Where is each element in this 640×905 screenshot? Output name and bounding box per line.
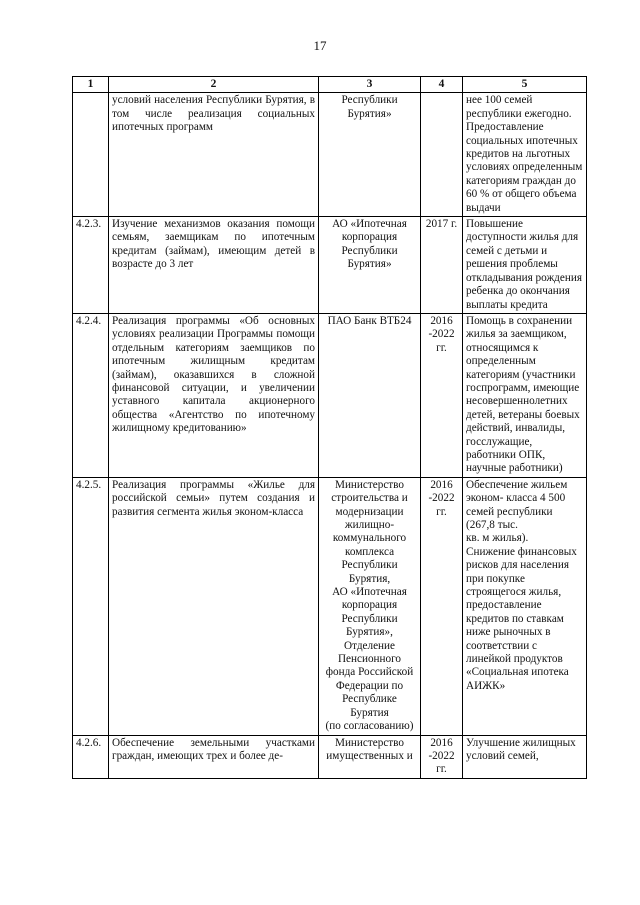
- row-number: 4.2.6.: [73, 735, 109, 778]
- row-description: Обеспечение земельными участками граждан, имеющих трех и более де-: [109, 735, 319, 778]
- header-col-1: 1: [73, 77, 109, 93]
- table-row: [73, 735, 587, 778]
- row-description: Реализация программы «Об основных условиях реализации Программы помощи отдельным категориям заемщиков по ипотечным жилищным кредитам (займам), оказавшихся в сложной финансовой ситуации, и увеличении уставного капитала акционерного общества «Агентство по ипотечному жилищному кредитованию»: [109, 313, 319, 477]
- table-row: [73, 93, 587, 217]
- header-col-5: 5: [463, 77, 587, 93]
- row-number: 4.2.3.: [73, 217, 109, 314]
- row-executor: Республики Бурятия»: [319, 93, 421, 217]
- row-executor: Министерство строительства и модернизации жилищно-коммунального комплекса Республики Бурятия, АО «Ипотечная корпорация Республики Бурятия», Отделение Пенсионного фонда Российской Федерации по Республике Бурятия (по согласованию): [319, 477, 421, 735]
- row-number: 4.2.5.: [73, 477, 109, 735]
- row-number: [73, 93, 109, 217]
- table-header-row: [73, 77, 587, 93]
- header-col-2: 2: [109, 77, 319, 93]
- header-col-4: 4: [421, 77, 463, 93]
- row-executor: ПАО Банк ВТБ24: [319, 313, 421, 477]
- row-result: нее 100 семей республики ежегодно. Предоставление социальных ипотечных кредитов на льготных условиях определенным категориям граждан до 60 % от общего объема выдачи: [463, 93, 587, 217]
- header-col-3: 3: [319, 77, 421, 93]
- row-result: Повышение доступности жилья для семей с детьми и решения проблемы откладывания рождения ребенка до окончания выплаты кредита: [463, 217, 587, 314]
- row-term: 2016 -2022 гг.: [421, 735, 463, 778]
- row-description: Реализация программы «Жилье для российской семьи» путем создания и развития сегмента жилья эконом-класса: [109, 477, 319, 735]
- row-executor: АО «Ипотечная корпорация Республики Бурятия»: [319, 217, 421, 314]
- row-description: Изучение механизмов оказания помощи семьям, заемщикам по ипотечным кредитам (займам), имеющим детей в возрасте до 3 лет: [109, 217, 319, 314]
- row-result: Помощь в сохранении жилья за заемщиком, относящимся к определенным категориям (участники госпрограмм, имеющие несовершеннолетних детей, ветераны боевых действий, инвалиды, госслужащие, работники ОПК, научные работники): [463, 313, 587, 477]
- row-executor: Министерство имущественных и: [319, 735, 421, 778]
- row-number: 4.2.4.: [73, 313, 109, 477]
- page-number: 17: [313, 38, 327, 53]
- row-term: 2016 -2022 гг.: [421, 477, 463, 735]
- row-term: [421, 93, 463, 217]
- measures-table: [72, 76, 587, 779]
- row-result: Обеспечение жильем эконом- класса 4 500 семей республики (267,8 тыс. кв. м жилья). Снижение финансовых рисков для населения при покупке строящегося жилья, предоставление кредитов по ставкам ниже рыночных в соответствии с линейкой продуктов «Социальная ипотека АИЖК»: [463, 477, 587, 735]
- table-row: [73, 313, 587, 477]
- row-description: условий населения Республики Бурятия, в том числе реализация социальных ипотечных программ: [109, 93, 319, 217]
- table-row: [73, 477, 587, 735]
- row-term: 2016 -2022 гг.: [421, 313, 463, 477]
- row-term: 2017 г.: [421, 217, 463, 314]
- table-row: [73, 217, 587, 314]
- row-result: Улучшение жилищных условий семей,: [463, 735, 587, 778]
